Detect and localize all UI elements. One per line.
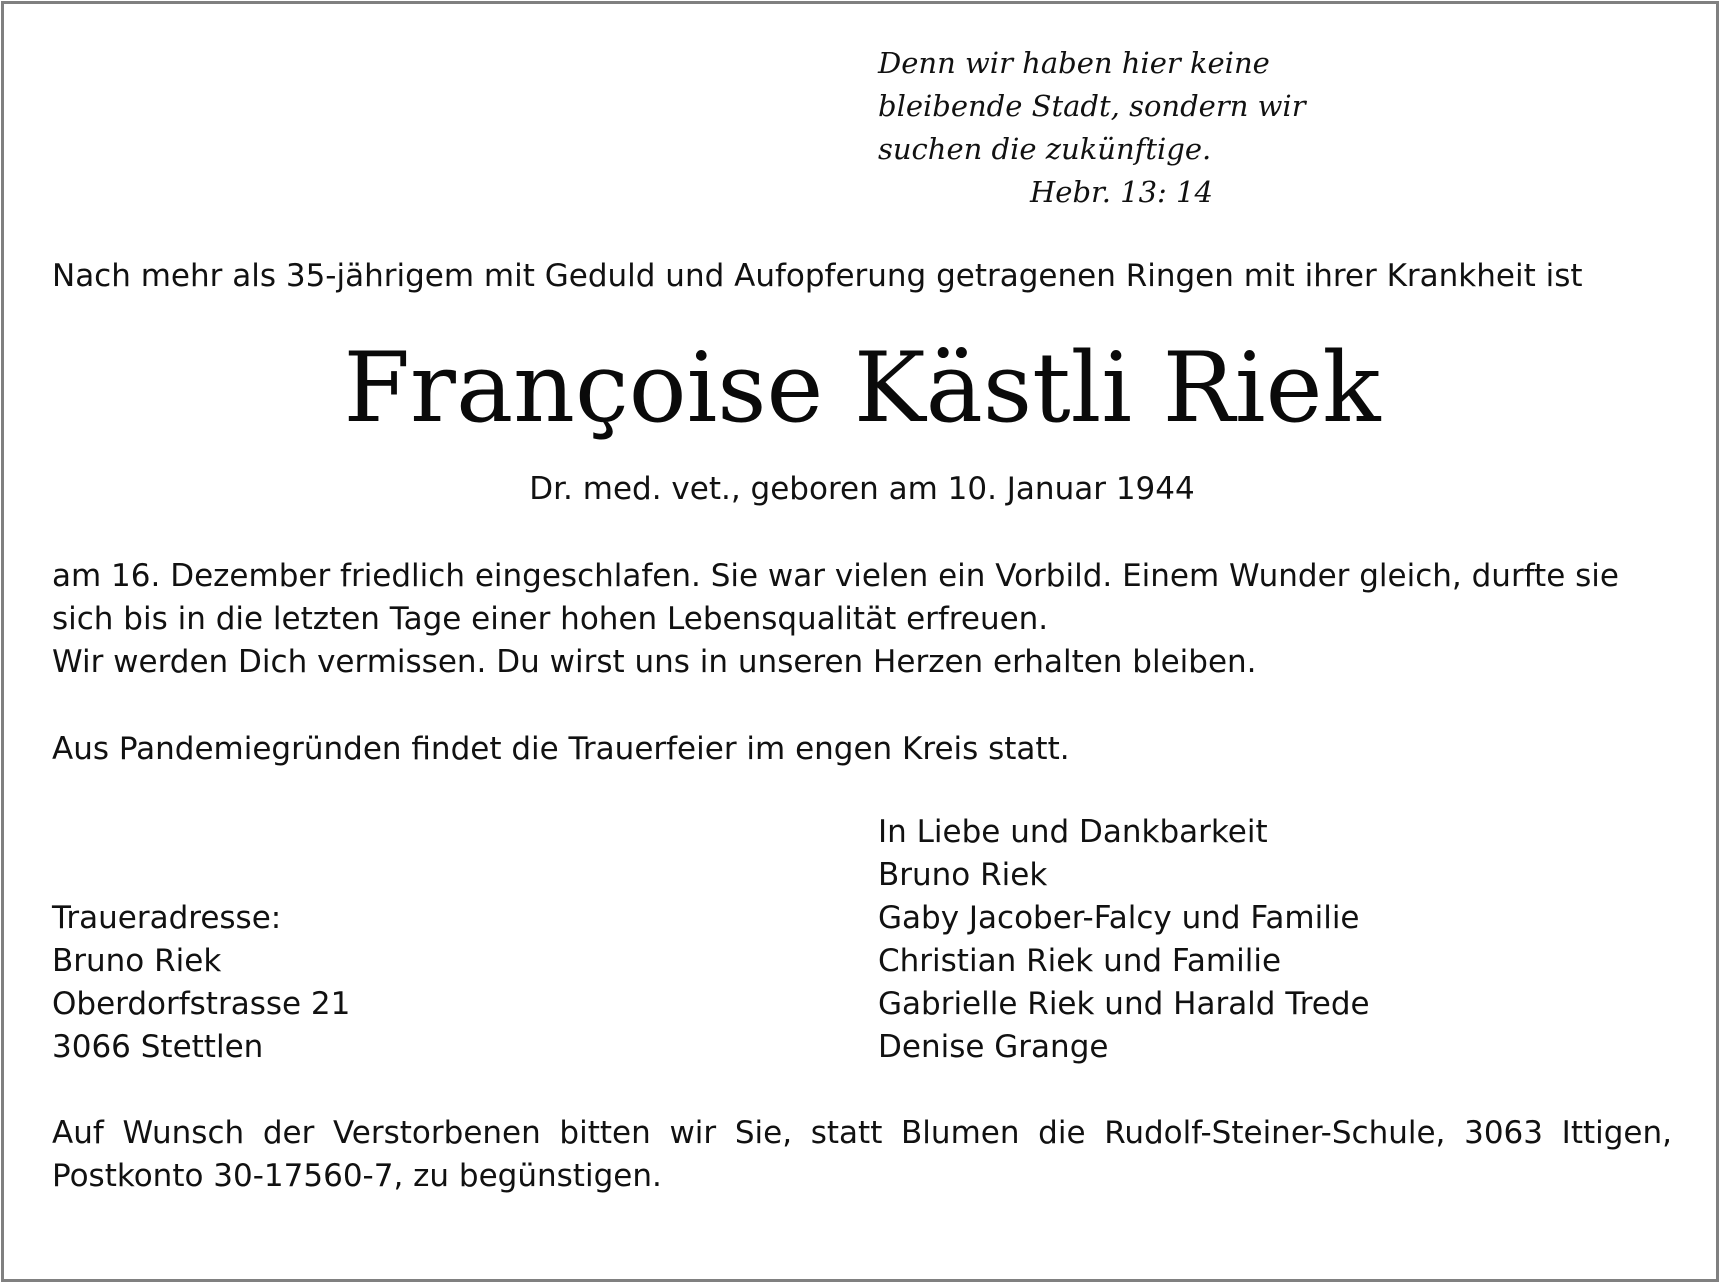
main-text-line: Wir werden Dich vermissen. Du wirst uns in unseren Herzen erhalten bleiben. [52, 644, 1257, 680]
title-and-birthdate: Dr. med. vet., geboren am 10. Januar 1944 [529, 471, 1195, 507]
family-member: Gabrielle Riek und Harald Trede [878, 986, 1370, 1022]
address-name: Bruno Riek [52, 943, 222, 979]
family-member: Gaby Jacober-Falcy und Familie [878, 900, 1360, 936]
ceremony-notice: Aus Pandemiegründen findet die Trauerfeier im engen Kreis statt. [52, 731, 1070, 767]
family-member: Christian Riek und Familie [878, 943, 1282, 979]
main-text-line: am 16. Dezember friedlich eingeschlafen. Sie war vielen ein Vorbild. Einem Wunder gleich, durfte sie sich bis in die letzten Tage einer hohen Lebensqualität erfreuen. [52, 558, 1619, 637]
address-label: Traueradresse: [52, 900, 282, 936]
quote-line: Denn wir haben hier keine [878, 46, 1270, 80]
family-member: Bruno Riek [878, 857, 1048, 893]
main-paragraph [52, 555, 1672, 684]
address-city: 3066 Stettlen [52, 1029, 264, 1065]
family-signoff [878, 811, 1370, 1069]
quote-line: suchen die zukünftige. [878, 132, 1212, 166]
quote-line: bleibende Stadt, sondern wir [878, 89, 1306, 123]
family-member: Denise Grange [878, 1029, 1109, 1065]
mourning-address [52, 897, 350, 1069]
address-street: Oberdorfstrasse 21 [52, 986, 351, 1022]
signoff-heading: In Liebe und Dankbarkeit [878, 814, 1268, 850]
bible-quote [878, 42, 1306, 214]
deceased-name: Françoise Kästli Riek [343, 332, 1381, 444]
donation-request: Auf Wunsch der Verstorbenen bitten wir Sie, statt Blumen die Rudolf-Steiner-Schule, 3063 Ittigen, Postkonto 30-17560-7, zu begünstigen. [52, 1115, 1672, 1194]
quote-reference: Hebr. 13: 14 [1030, 175, 1213, 209]
intro-text: Nach mehr als 35-jährigem mit Geduld und Aufopferung getragenen Ringen mit ihrer Krankheit ist [52, 258, 1583, 294]
